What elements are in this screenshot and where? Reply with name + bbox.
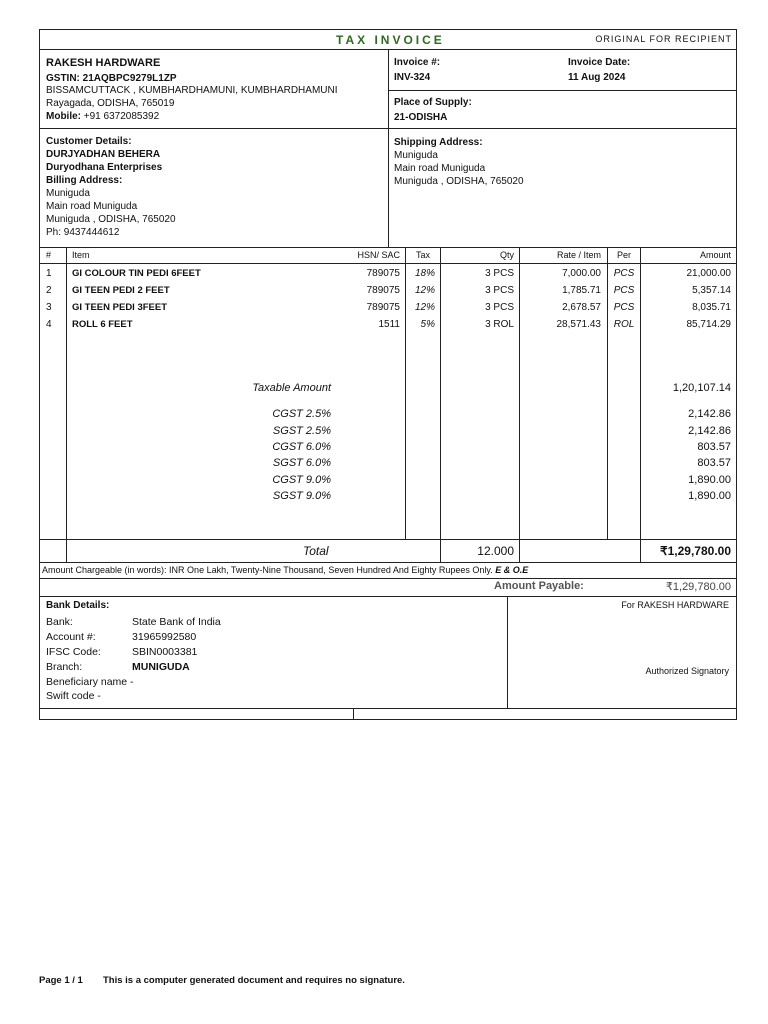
amount-payable-value: ₹1,29,780.00 bbox=[665, 581, 731, 593]
bank-name: State Bank of India bbox=[132, 616, 221, 628]
row-amount: 5,357.14 bbox=[692, 285, 731, 296]
row-index: 4 bbox=[46, 319, 52, 330]
col-header-item: Item bbox=[72, 250, 90, 260]
billing-line-3: Muniguda , ODISHA, 765020 bbox=[46, 214, 176, 225]
row-qty: 3 PCS bbox=[485, 285, 514, 296]
swift-code: Swift code - bbox=[46, 690, 101, 702]
col-header-per: Per bbox=[616, 250, 631, 260]
tax-value: 2,142.86 bbox=[688, 425, 731, 437]
seller-name: RAKESH HARDWARE bbox=[46, 57, 161, 69]
row-item: GI TEEN PEDI 2 FEET bbox=[72, 285, 170, 296]
row-item: ROLL 6 FEET bbox=[72, 319, 133, 330]
tax-value: 1,890.00 bbox=[688, 474, 731, 486]
copy-label: ORIGINAL FOR RECIPIENT bbox=[595, 34, 732, 44]
row-item: GI TEEN PEDI 3FEET bbox=[72, 302, 168, 313]
row-amount: 21,000.00 bbox=[686, 268, 731, 279]
row-tax: 12% bbox=[414, 285, 435, 296]
bank-label: Bank: bbox=[46, 616, 73, 628]
place-of-supply-label: Place of Supply: bbox=[394, 97, 472, 108]
tax-label: SGST 2.5% bbox=[272, 425, 331, 437]
invoice-number: INV-324 bbox=[394, 72, 431, 83]
row-per: PCS bbox=[613, 268, 635, 279]
shipping-line-3: Muniguda , ODISHA, 765020 bbox=[394, 176, 524, 187]
row-item: GI COLOUR TIN PEDI 6FEET bbox=[72, 268, 201, 279]
invoice-date-label: Invoice Date: bbox=[568, 57, 631, 68]
seller-mobile-value: +91 6372085392 bbox=[83, 111, 160, 122]
customer-company: Duryodhana Enterprises bbox=[46, 162, 163, 173]
row-rate: 2,678.57 bbox=[562, 302, 601, 313]
taxable-amount-label: Taxable Amount bbox=[252, 382, 331, 394]
col-header-tax: Tax bbox=[415, 250, 430, 260]
row-tax: 5% bbox=[420, 319, 435, 330]
eoe-label: E & O.E bbox=[495, 565, 529, 575]
row-index: 3 bbox=[46, 302, 52, 313]
tax-label: CGST 9.0% bbox=[272, 474, 331, 486]
invoice-number-label: Invoice #: bbox=[394, 57, 441, 68]
row-amount: 85,714.29 bbox=[686, 319, 731, 330]
ifsc-code: SBIN0003381 bbox=[132, 646, 198, 658]
row-tax: 18% bbox=[414, 268, 435, 279]
total-label: Total bbox=[303, 544, 329, 558]
row-rate: 1,785.71 bbox=[562, 285, 601, 296]
seller-address-1: BISSAMCUTTACK , KUMBHARDHAMUNI, KUMBHARDHAMUNI bbox=[46, 85, 338, 96]
seller-mobile bbox=[46, 111, 159, 122]
seller-mobile-label: Mobile: bbox=[46, 111, 81, 122]
amount-in-words-text: Amount Chargeable (in words): INR One Lakh, Twenty-Nine Thousand, Seven Hundred And Eighty Rupees Only. bbox=[42, 565, 493, 575]
tax-value: 803.57 bbox=[697, 441, 731, 453]
row-index: 1 bbox=[46, 268, 52, 279]
amount-in-words bbox=[42, 565, 528, 575]
amount-payable-label: Amount Payable: bbox=[494, 580, 584, 592]
row-qty: 3 PCS bbox=[485, 302, 514, 313]
account-label: Account #: bbox=[46, 631, 96, 643]
row-per: PCS bbox=[613, 285, 635, 296]
billing-address-label: Billing Address: bbox=[46, 175, 123, 186]
row-qty: 3 PCS bbox=[485, 268, 514, 279]
footer-note: This is a computer generated document and requires no signature. bbox=[103, 975, 405, 986]
row-per: ROL bbox=[613, 319, 635, 330]
row-hsn: 789075 bbox=[366, 268, 400, 279]
row-index: 2 bbox=[46, 285, 52, 296]
seller-address-2: Rayagada, ODISHA, 765019 bbox=[46, 98, 175, 109]
tax-label: CGST 2.5% bbox=[272, 408, 331, 420]
customer-phone: Ph: 9437444612 bbox=[46, 227, 120, 238]
row-qty: 3 ROL bbox=[485, 319, 514, 330]
row-hsn: 789075 bbox=[366, 285, 400, 296]
tax-label: SGST 6.0% bbox=[272, 457, 331, 469]
tax-label: CGST 6.0% bbox=[272, 441, 331, 453]
col-header-hsn: HSN/ SAC bbox=[357, 250, 400, 260]
shipping-label: Shipping Address: bbox=[394, 137, 483, 148]
invoice-date: 11 Aug 2024 bbox=[568, 72, 626, 83]
billing-line-2: Main road Muniguda bbox=[46, 201, 138, 212]
account-number: 31965992580 bbox=[132, 631, 197, 643]
taxable-amount-value: 1,20,107.14 bbox=[672, 382, 731, 394]
col-header-amount: Amount bbox=[699, 250, 731, 260]
tax-value: 1,890.00 bbox=[688, 490, 731, 502]
col-header-rate: Rate / Item bbox=[556, 250, 601, 260]
col-header-qty: Qty bbox=[499, 250, 514, 260]
col-header-index: # bbox=[46, 250, 52, 260]
row-rate: 7,000.00 bbox=[562, 268, 601, 279]
branch-label: Branch: bbox=[46, 661, 83, 673]
page-number: Page 1 / 1 bbox=[39, 975, 83, 986]
row-hsn: 1511 bbox=[378, 319, 400, 330]
row-rate: 28,571.43 bbox=[556, 319, 601, 330]
place-of-supply: 21-ODISHA bbox=[394, 112, 448, 123]
for-company-label: For RAKESH HARDWARE bbox=[621, 600, 729, 610]
billing-line-1: Muniguda bbox=[46, 188, 90, 199]
beneficiary-name: Beneficiary name - bbox=[46, 676, 134, 688]
branch-name: MUNIGUDA bbox=[132, 661, 190, 673]
shipping-line-2: Main road Muniguda bbox=[394, 163, 486, 174]
seller-gstin: GSTIN: 21AQBPC9279L1ZP bbox=[46, 73, 177, 84]
row-hsn: 789075 bbox=[366, 302, 400, 313]
tax-label: SGST 9.0% bbox=[272, 490, 331, 502]
tax-value: 2,142.86 bbox=[688, 408, 731, 420]
row-per: PCS bbox=[613, 302, 635, 313]
total-qty: 12.000 bbox=[477, 544, 514, 558]
shipping-line-1: Muniguda bbox=[394, 150, 438, 161]
row-tax: 12% bbox=[414, 302, 435, 313]
authorized-signatory-label: Authorized Signatory bbox=[645, 666, 729, 676]
customer-name: DURJYADHAN BEHERA bbox=[46, 149, 161, 160]
ifsc-label: IFSC Code: bbox=[46, 646, 101, 658]
tax-value: 803.57 bbox=[697, 457, 731, 469]
row-amount: 8,035.71 bbox=[692, 302, 731, 313]
customer-label: Customer Details: bbox=[46, 136, 132, 147]
invoice-title: TAX INVOICE bbox=[336, 33, 445, 47]
total-amount: ₹1,29,780.00 bbox=[659, 544, 731, 558]
bank-details-label: Bank Details: bbox=[46, 600, 110, 611]
